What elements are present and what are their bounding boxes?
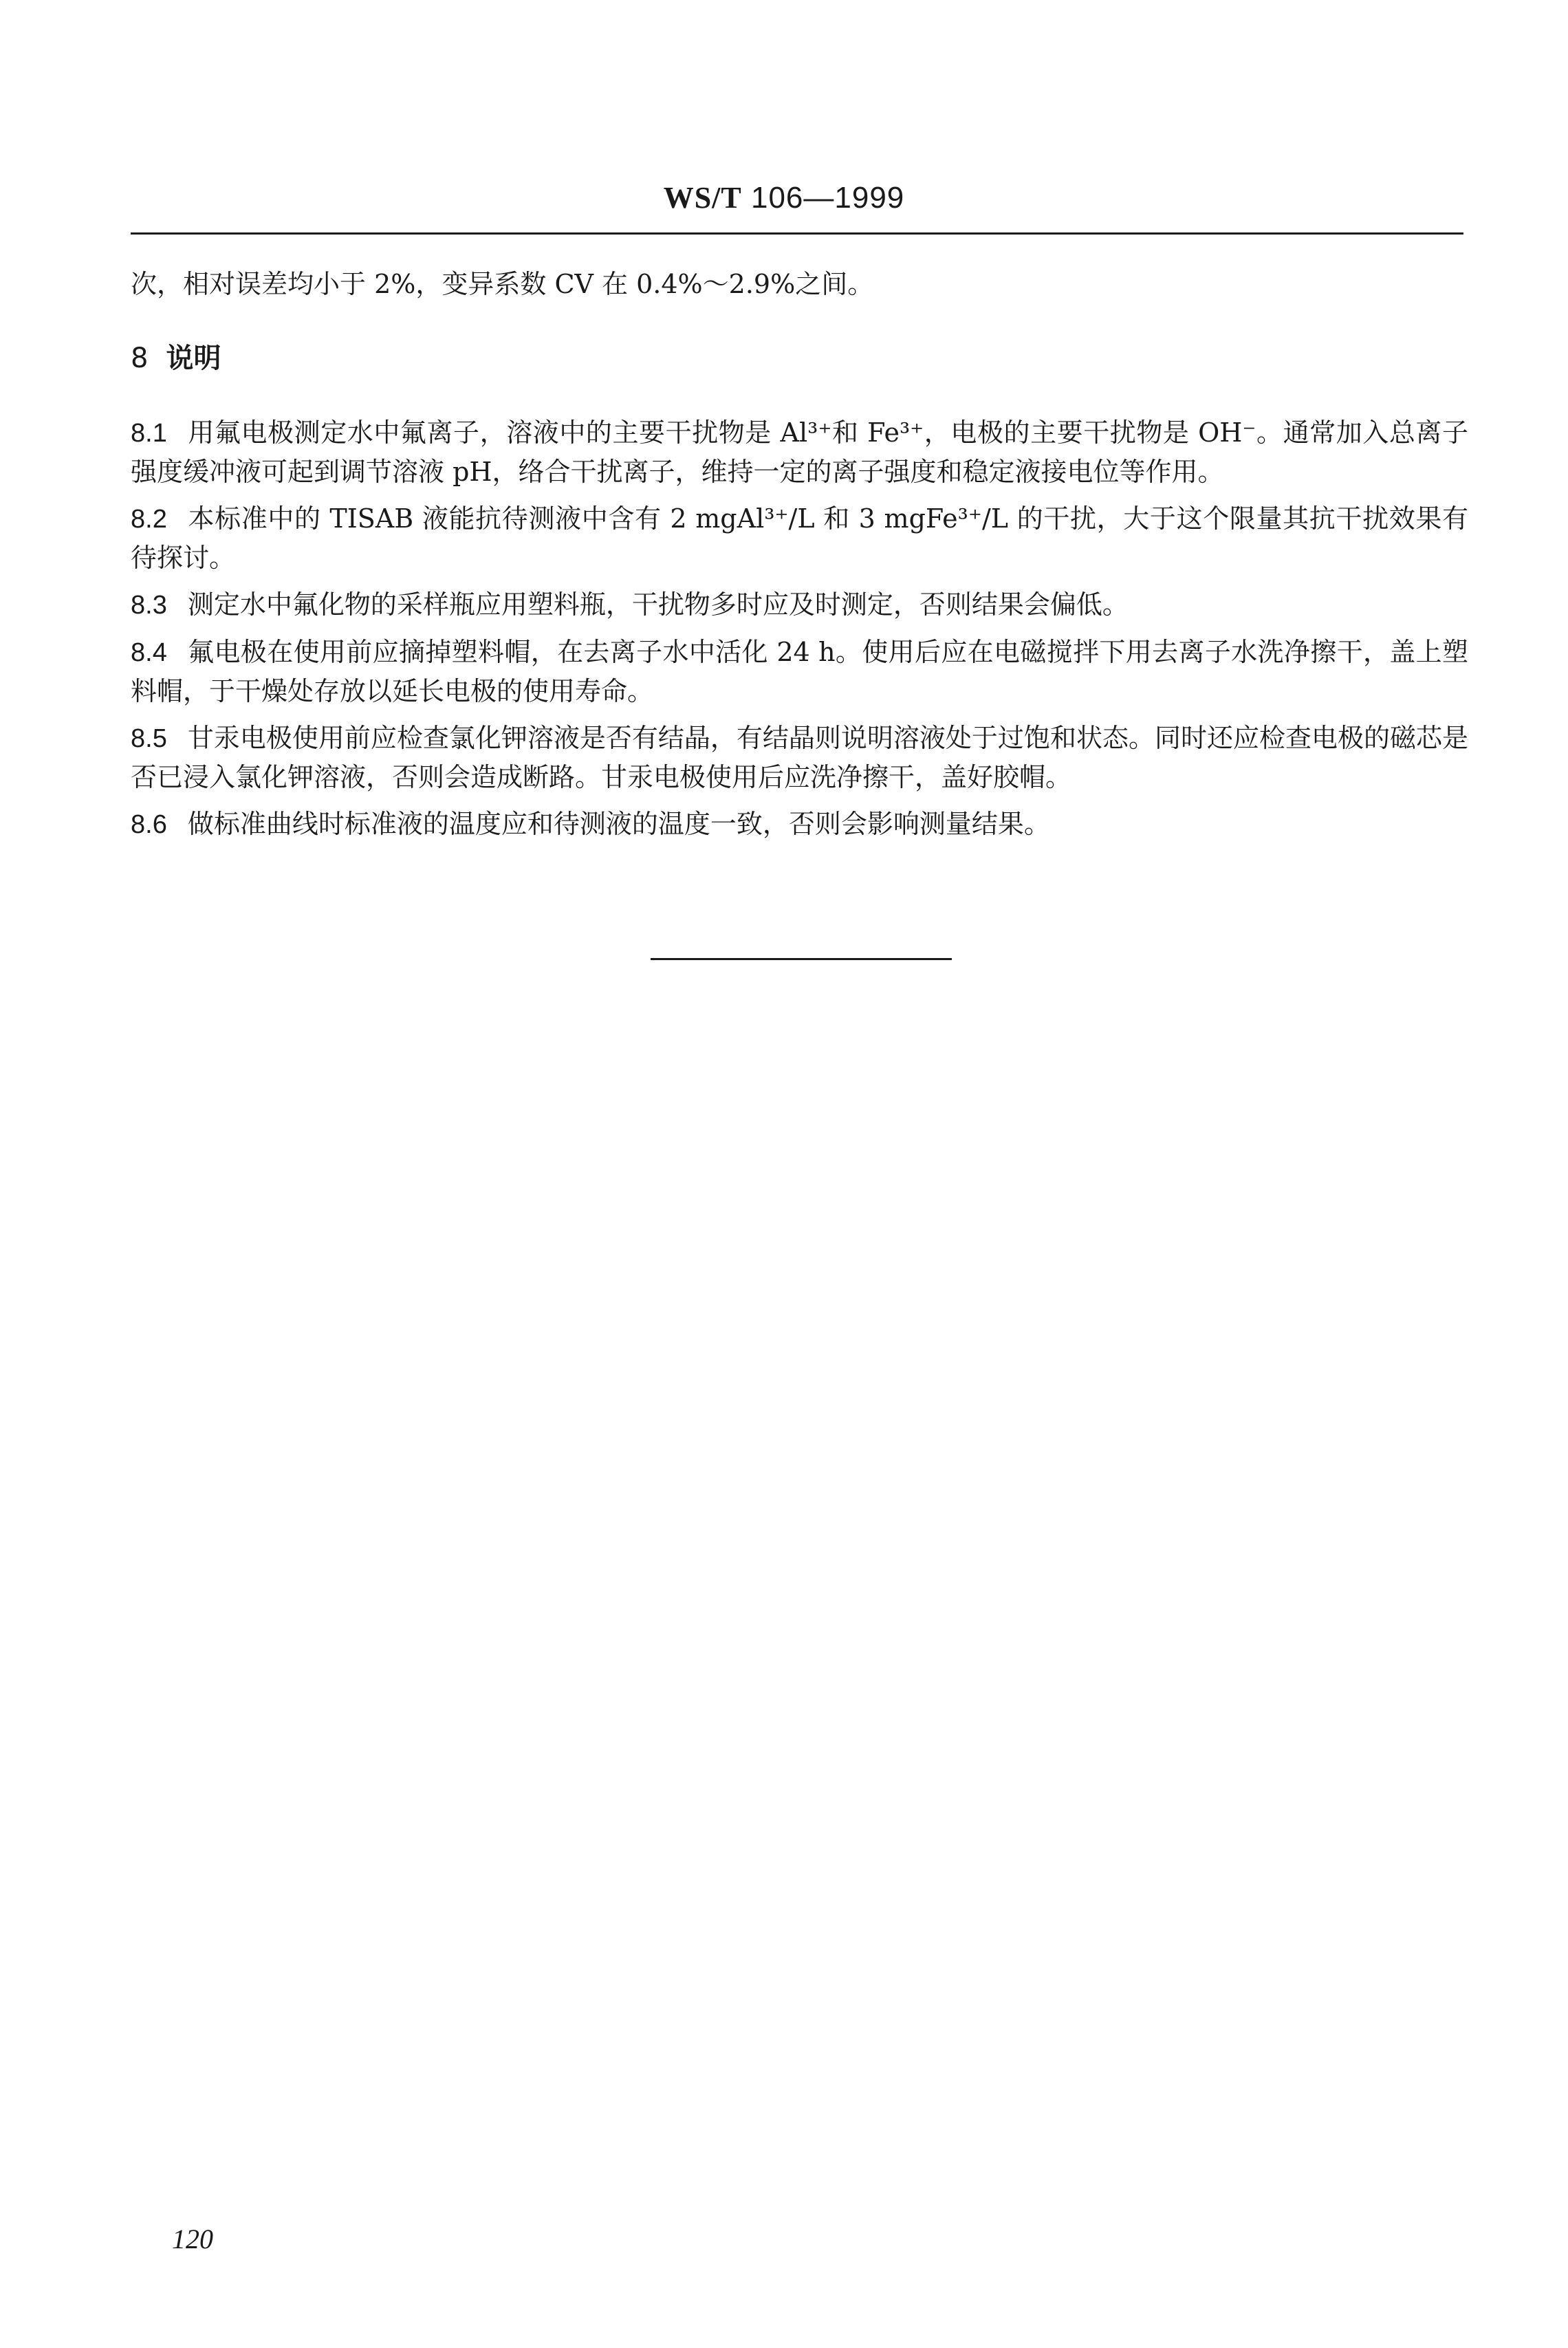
clause-number: 8.3 [131, 591, 167, 620]
clause-text: 甘汞电极使用前应检查氯化钾溶液是否有结晶，有结晶则说明溶液处于过饱和状态。同时还应检查电极的磁芯是否已浸入氯化钾溶液，否则会造成断路。甘汞电极使用后应洗净擦干，盖好胶帽。 [131, 723, 1468, 792]
clause-8-1 [131, 413, 1468, 491]
clause-text: 本标准中的 TISAB 液能抗待测液中含有 2 mgAl³⁺/L 和 3 mgFe³⁺/L 的干扰，大于这个限量其抗干扰效果有待探讨。 [131, 503, 1468, 573]
section-heading [131, 339, 1468, 378]
clause-number: 8.6 [131, 810, 167, 839]
clause-number: 8.5 [131, 724, 167, 753]
page-number: 120 [172, 2224, 213, 2254]
standard-code-number: 106—1999 [741, 181, 905, 215]
standard-code-header [0, 180, 1568, 215]
page-content [131, 265, 1468, 852]
header-rule [131, 232, 1463, 235]
clause-8-5 [131, 719, 1468, 796]
clause-8-3 [131, 585, 1468, 624]
end-of-section-rule [651, 958, 952, 960]
section-title: 说明 [166, 343, 221, 374]
section-number: 8 [131, 343, 149, 374]
clause-text: 测定水中氟化物的采样瓶应用塑料瓶，干扰物多时应及时测定，否则结果会偏低。 [187, 589, 1129, 620]
clause-8-2 [131, 499, 1468, 577]
clause-text: 氟电极在使用前应摘掉塑料帽，在去离子水中活化 24 h。使用后应在电磁搅拌下用去离子水洗净擦干，盖上塑料帽，于干燥处存放以延长电极的使用寿命。 [131, 637, 1468, 706]
clause-number: 8.4 [131, 638, 167, 667]
clause-8-4 [131, 633, 1468, 710]
clause-text: 用氟电极测定水中氟离子，溶液中的主要干扰物是 Al³⁺和 Fe³⁺，电极的主要干扰物是 OH⁻。通常加入总离子强度缓冲液可起到调节溶液 pH，络合干扰离子，维持一定的离子强度和稳定液接电位等作用。 [131, 417, 1468, 487]
standard-code-prefix: WS/T [663, 181, 742, 215]
clause-number: 8.2 [131, 505, 167, 534]
clause-number: 8.1 [131, 419, 167, 448]
clause-8-6 [131, 805, 1468, 844]
clause-text: 做标准曲线时标准液的温度应和待测液的温度一致，否则会影响测量结果。 [187, 809, 1050, 839]
continuation-line: 次，相对误差均小于 2%，变异系数 CV 在 0.4%～2.9%之间。 [131, 269, 874, 299]
